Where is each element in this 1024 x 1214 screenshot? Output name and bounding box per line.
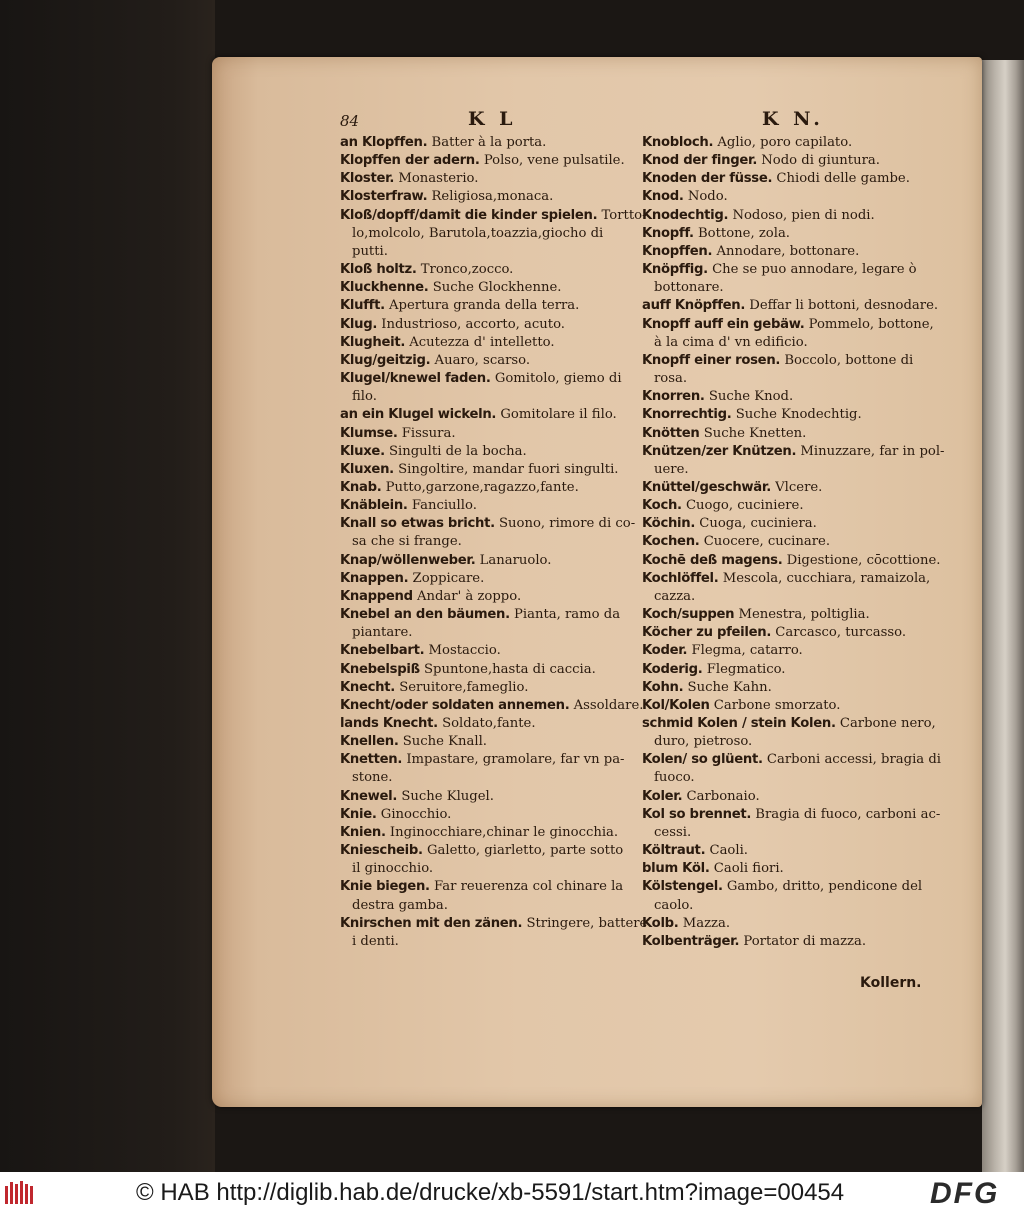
entry-definition: cazza. [654, 588, 696, 604]
page-header [340, 108, 940, 134]
dictionary-entry [340, 788, 640, 806]
dictionary-entry [340, 170, 640, 188]
dictionary-entry [642, 661, 944, 679]
entry-headword: Knetten. [340, 752, 403, 768]
entry-definition: rosa. [654, 371, 688, 387]
dictionary-entry [642, 370, 944, 388]
entry-headword: Kloß/dopff/damit die kinder spielen. [340, 207, 598, 223]
entry-headword: Kolen/ so glüent. [642, 752, 763, 768]
dictionary-entry [642, 425, 944, 443]
entry-definition: Religiosa,monaca. [431, 189, 554, 205]
entry-definition: Suche Knetten. [703, 425, 807, 441]
entry-definition: à la cima d' vn edificio. [654, 334, 808, 350]
entry-definition: destra gamba. [352, 897, 448, 913]
entry-definition: Impastare, gramolare, far vn pa- [406, 752, 625, 768]
entry-definition: stone. [352, 770, 393, 786]
dictionary-entry [340, 697, 644, 715]
entry-headword: Klug/geitzig. [340, 352, 431, 368]
hab-logo-icon [4, 1180, 36, 1206]
dictionary-entry [642, 152, 944, 170]
entry-definition: Fissura. [401, 425, 456, 441]
entry-definition: Andar' à zoppo. [416, 588, 522, 604]
entry-definition: piantare. [352, 625, 413, 641]
entry-headword: Knappen. [340, 570, 409, 586]
entry-definition: Carbone nero, [839, 716, 936, 731]
dictionary-entry [340, 806, 640, 824]
entry-headword: Knopff einer rosen. [642, 352, 781, 368]
entry-definition: Polso, vene pulsatile. [483, 153, 625, 169]
dictionary-entry [642, 188, 944, 206]
entry-definition: Seruitore,fameglio. [399, 679, 529, 695]
dictionary-entry [340, 443, 640, 461]
right-running-head: K N. [762, 108, 824, 130]
dictionary-entry [340, 824, 640, 842]
entry-definition: Auaro, scarso. [434, 352, 531, 368]
entry-definition: Mazza. [682, 915, 731, 931]
dictionary-entry [340, 897, 640, 915]
dictionary-entry [340, 243, 640, 261]
entry-definition: Cuoga, cuciniera. [699, 516, 817, 532]
entry-definition: Vlcere. [775, 479, 823, 495]
entry-definition: Fanciullo. [411, 498, 477, 514]
entry-headword: Knebelbart. [340, 643, 425, 659]
dictionary-entry [642, 316, 944, 334]
entry-definition: Carbonaio. [686, 788, 760, 804]
entry-definition: Inginocchiare,chinar le ginocchia. [389, 824, 619, 840]
entry-headword: Knopff auff ein gebäw. [642, 316, 805, 332]
dictionary-entry [340, 515, 640, 533]
entry-headword: Koder. [642, 643, 688, 659]
entry-definition: duro, pietroso. [654, 734, 753, 750]
dictionary-entry [642, 697, 944, 715]
entry-definition: Zoppicare. [412, 570, 485, 586]
entry-definition: Tortto- [601, 207, 647, 223]
entry-definition: Gomitolo, giemo di [494, 371, 622, 387]
entry-headword: Knöpffig. [642, 262, 708, 278]
dictionary-entry [642, 860, 944, 878]
dictionary-entry [642, 933, 944, 951]
entry-headword: Knie. [340, 806, 377, 822]
entry-headword: Kochlöffel. [642, 570, 719, 586]
entry-headword: Knobloch. [642, 135, 714, 150]
dictionary-entry [642, 788, 944, 806]
entry-headword: Knab. [340, 479, 382, 495]
entry-definition: Gomitolare il filo. [500, 407, 617, 423]
entry-headword: Knodechtig. [642, 207, 729, 223]
dictionary-entry [340, 661, 640, 679]
entry-definition: Pianta, ramo da [514, 607, 621, 623]
dictionary-entry [340, 334, 640, 352]
entry-definition: Galetto, giarletto, parte sotto [426, 843, 624, 859]
entry-definition: Stringere, battere [526, 915, 648, 931]
entry-definition: Cuocere, cucinare. [703, 534, 831, 550]
entry-headword: Knall so etwas bricht. [340, 516, 495, 532]
page-number: 84 [340, 112, 360, 130]
entry-headword: an Klopffen. [340, 135, 428, 150]
dictionary-entry [340, 533, 640, 551]
entry-headword: Koler. [642, 788, 683, 804]
dictionary-entry [642, 352, 944, 370]
entry-definition: sa che si frange. [352, 534, 462, 550]
entry-headword: auff Knöpffen. [642, 298, 746, 314]
dictionary-entry [642, 134, 944, 152]
entry-headword: Koderig. [642, 661, 703, 677]
entry-definition: cessi. [654, 824, 692, 840]
dictionary-entry [340, 842, 640, 860]
entry-definition: Tronco,zocco. [420, 262, 514, 278]
dictionary-entry [642, 897, 944, 915]
entry-definition: fuoco. [654, 770, 695, 786]
scan-background [0, 0, 215, 1172]
entry-definition: Carcasco, turcasso. [775, 625, 907, 641]
left-column [340, 134, 648, 951]
dictionary-entry [340, 152, 640, 170]
dictionary-entry [340, 388, 640, 406]
entry-headword: Klopffen der adern. [340, 153, 480, 169]
entry-headword: Kluxen. [340, 461, 394, 477]
dictionary-entry [340, 479, 640, 497]
dictionary-entry [340, 769, 640, 787]
entry-definition: Suche Kahn. [687, 679, 772, 695]
entry-definition: Soldato,fante. [442, 716, 536, 731]
entry-definition: Batter à la porta. [431, 135, 547, 150]
footer-bar [0, 1172, 1024, 1214]
dictionary-entry [340, 297, 640, 315]
dictionary-entry [340, 642, 640, 660]
entry-headword: Kol/Kolen [642, 697, 710, 713]
entry-definition: Deffar li bottoni, desnodare. [749, 298, 939, 314]
entry-definition: Pommelo, bottone, [808, 316, 934, 332]
entry-definition: il ginocchio. [352, 861, 434, 877]
dictionary-entry [340, 279, 640, 297]
entry-definition: putti. [352, 243, 388, 259]
entry-definition: Flegma, catarro. [691, 643, 803, 659]
dictionary-entry [340, 715, 640, 733]
entry-definition: Putto,garzone,ragazzo,fante. [385, 479, 579, 495]
dictionary-entry [642, 570, 944, 588]
entry-definition: Industrioso, accorto, acuto. [381, 316, 565, 332]
dictionary-entry [642, 243, 944, 261]
entry-headword: Knorren. [642, 389, 705, 405]
dictionary-entry [340, 188, 640, 206]
entry-definition: Mescola, cucchiara, ramaizola, [722, 570, 931, 586]
dictionary-entry [340, 606, 640, 624]
entry-headword: Knoden der füsse. [642, 171, 773, 187]
entry-definition: Carboni accessi, bragia di [766, 752, 942, 768]
entry-headword: Kölstengel. [642, 879, 723, 895]
entry-definition: Monasterio. [398, 171, 479, 187]
entry-definition: Mostaccio. [428, 643, 501, 659]
entry-definition: Nodo di giuntura. [761, 153, 880, 169]
entry-headword: Klugheit. [340, 334, 406, 350]
entry-headword: Knecht. [340, 679, 395, 695]
entry-definition: Che se puo annodare, legare ò [712, 262, 917, 278]
dictionary-entry [642, 207, 944, 225]
entry-definition: bottonare. [654, 280, 724, 296]
entry-definition: Ginocchio. [380, 806, 452, 822]
dictionary-entry [642, 806, 944, 824]
dictionary-entry [340, 134, 640, 152]
entry-definition: Bottone, zola. [697, 225, 790, 241]
dictionary-entry [340, 751, 640, 769]
entry-headword: Köcher zu pfeilen. [642, 625, 772, 641]
dictionary-entry [340, 425, 640, 443]
entry-definition: Far reuerenza col chinare la [433, 879, 624, 895]
entry-headword: Knien. [340, 824, 386, 840]
dictionary-entry [642, 461, 944, 479]
entry-definition: Spuntone,hasta di caccia. [423, 661, 596, 677]
entry-headword: Klosterfraw. [340, 189, 428, 205]
dictionary-entry [642, 552, 944, 570]
entry-definition: Minuzzare, far in pol- [800, 443, 945, 459]
entry-definition: Cuogo, cuciniere. [685, 498, 804, 514]
entry-headword: Knewel. [340, 788, 398, 804]
entry-headword: lands Knecht. [340, 716, 438, 731]
dictionary-entry [340, 225, 640, 243]
dictionary-entry [642, 497, 944, 515]
entry-headword: Knebel an den bäumen. [340, 607, 510, 623]
dictionary-entry [642, 533, 944, 551]
dfg-logo: DFG [930, 1177, 1000, 1210]
entry-headword: Klufft. [340, 298, 385, 314]
dictionary-entry [340, 570, 640, 588]
dictionary-entry [642, 588, 944, 606]
entry-headword: an ein Klugel wickeln. [340, 407, 497, 423]
entry-definition: Portator di mazza. [743, 933, 867, 949]
entry-definition: Caoli fiori. [713, 861, 784, 877]
dictionary-entry [340, 679, 640, 697]
entry-definition: Menestra, poltiglia. [738, 607, 870, 623]
dictionary-entry [340, 370, 640, 388]
entry-headword: Kolbenträger. [642, 933, 740, 949]
left-running-head: K L [468, 108, 517, 130]
entry-definition: Caoli. [709, 843, 749, 859]
dictionary-entry [642, 515, 944, 533]
dictionary-entry [642, 915, 944, 933]
book-edge [982, 60, 1024, 1172]
dictionary-entry [340, 860, 640, 878]
entry-headword: Knorrechtig. [642, 407, 732, 423]
dictionary-entry [340, 588, 640, 606]
dictionary-entry [340, 352, 640, 370]
entry-headword: Knap/wöllenweber. [340, 552, 476, 568]
entry-headword: Kniescheib. [340, 843, 423, 859]
entry-definition: Aglio, poro capilato. [717, 135, 853, 150]
dictionary-entry [340, 497, 640, 515]
entry-definition: Assoldare. [573, 697, 644, 713]
entry-definition: Lanaruolo. [479, 552, 552, 568]
entry-definition: Suche Knod. [708, 389, 794, 405]
entry-definition: Singoltire, mandar fuori singulti. [398, 461, 619, 477]
entry-headword: blum Köl. [642, 861, 710, 877]
dictionary-entry [642, 170, 944, 188]
entry-headword: Kluxe. [340, 443, 385, 459]
entry-headword: Klumse. [340, 425, 398, 441]
right-column [642, 134, 944, 951]
dictionary-entry [340, 915, 648, 933]
dictionary-entry [642, 279, 944, 297]
dictionary-entry [340, 624, 640, 642]
dictionary-entry [642, 334, 944, 352]
entry-definition: Singulti de la bocha. [389, 443, 527, 459]
entry-headword: Knellen. [340, 734, 399, 750]
dictionary-entry [340, 733, 640, 751]
entry-definition: Nodoso, pien di nodi. [732, 207, 875, 223]
dictionary-entry [642, 261, 944, 279]
dictionary-entry [642, 769, 944, 787]
entry-definition: Acutezza d' intelletto. [409, 334, 555, 350]
entry-headword: Költraut. [642, 843, 706, 859]
entry-definition: lo,molcolo, Barutola,toazzia,giocho di [352, 225, 604, 241]
dictionary-entry [340, 878, 640, 896]
dictionary-entry [642, 878, 944, 896]
entry-definition: Suche Glockhenne. [432, 280, 562, 296]
entry-headword: schmid Kolen / stein Kolen. [642, 716, 836, 731]
entry-definition: Suche Knodechtig. [735, 407, 862, 423]
dictionary-entry [340, 316, 640, 334]
dictionary-entry [340, 933, 640, 951]
entry-definition: Flegmatico. [706, 661, 786, 677]
entry-headword: Kochen. [642, 534, 700, 550]
dictionary-entry [642, 715, 944, 733]
entry-definition: Suche Knall. [402, 734, 487, 750]
entry-headword: Koch/suppen [642, 607, 735, 623]
entry-headword: Kochē deß magens. [642, 552, 783, 568]
entry-definition: Suche Klugel. [401, 788, 494, 804]
dictionary-entry [642, 824, 944, 842]
dictionary-entry [340, 552, 640, 570]
entry-headword: Knecht/oder soldaten annemen. [340, 697, 570, 713]
dictionary-entry [340, 261, 640, 279]
entry-headword: Köchin. [642, 516, 696, 532]
entry-headword: Knod der finger. [642, 153, 758, 169]
dictionary-entry [642, 733, 944, 751]
entry-headword: Knützen/zer Knützen. [642, 443, 797, 459]
catchword: Kollern. [860, 975, 922, 991]
entry-definition: Gambo, dritto, pendicone del [726, 879, 923, 895]
dictionary-entry [642, 624, 944, 642]
entry-definition: Carbone smorzato. [713, 697, 841, 713]
entry-headword: Knappend [340, 588, 413, 604]
dictionary-entry [642, 642, 944, 660]
entry-definition: Suono, rimore di co- [499, 516, 636, 532]
entry-headword: Kluckhenne. [340, 280, 429, 296]
entry-definition: i denti. [352, 933, 399, 949]
entry-definition: Apertura granda della terra. [389, 298, 580, 314]
dictionary-entry [642, 443, 944, 461]
entry-headword: Kolb. [642, 915, 679, 931]
entry-headword: Knüttel/geschwär. [642, 479, 771, 495]
entry-definition: Boccolo, bottone di [784, 352, 914, 368]
dictionary-entry [642, 606, 944, 624]
entry-headword: Kloster. [340, 171, 395, 187]
dictionary-entry [642, 751, 944, 769]
dictionary-entry [340, 207, 647, 225]
dictionary-entry [642, 679, 944, 697]
entry-definition: filo. [352, 389, 377, 405]
dictionary-entry [642, 225, 944, 243]
entry-headword: Knopffen. [642, 243, 713, 259]
dictionary-entry [642, 388, 944, 406]
dictionary-entry [642, 406, 944, 424]
entry-headword: Knopff. [642, 225, 694, 241]
entry-headword: Knod. [642, 189, 684, 205]
entry-headword: Koch. [642, 498, 682, 514]
entry-headword: Knötten [642, 425, 700, 441]
entry-headword: Klugel/knewel faden. [340, 371, 491, 387]
entry-headword: Knie biegen. [340, 879, 430, 895]
entry-definition: Bragia di fuoco, carboni ac- [755, 806, 941, 822]
entry-headword: Kloß holtz. [340, 262, 417, 278]
entry-headword: Knäblein. [340, 498, 408, 514]
entry-headword: Knirschen mit den zänen. [340, 915, 523, 931]
entry-definition: Annodare, bottonare. [716, 243, 860, 259]
dictionary-entry [340, 461, 640, 479]
entry-headword: Klug. [340, 316, 378, 332]
entry-definition: uere. [654, 461, 689, 477]
dictionary-entry [642, 479, 944, 497]
entry-definition: caolo. [654, 897, 694, 913]
copyright-url[interactable]: © HAB http://diglib.hab.de/drucke/xb-5591/start.htm?image=00454 [136, 1179, 845, 1206]
entry-headword: Kohn. [642, 679, 684, 695]
dictionary-entry [642, 842, 944, 860]
entry-definition: Chiodi delle gambe. [776, 171, 910, 187]
entry-headword: Kol so brennet. [642, 806, 752, 822]
entry-definition: Digestione, cōcottione. [786, 552, 941, 568]
entry-definition: Nodo. [687, 189, 728, 205]
dictionary-entry [642, 297, 944, 315]
dictionary-entry [340, 406, 640, 424]
entry-headword: Knebelspiß [340, 661, 420, 677]
